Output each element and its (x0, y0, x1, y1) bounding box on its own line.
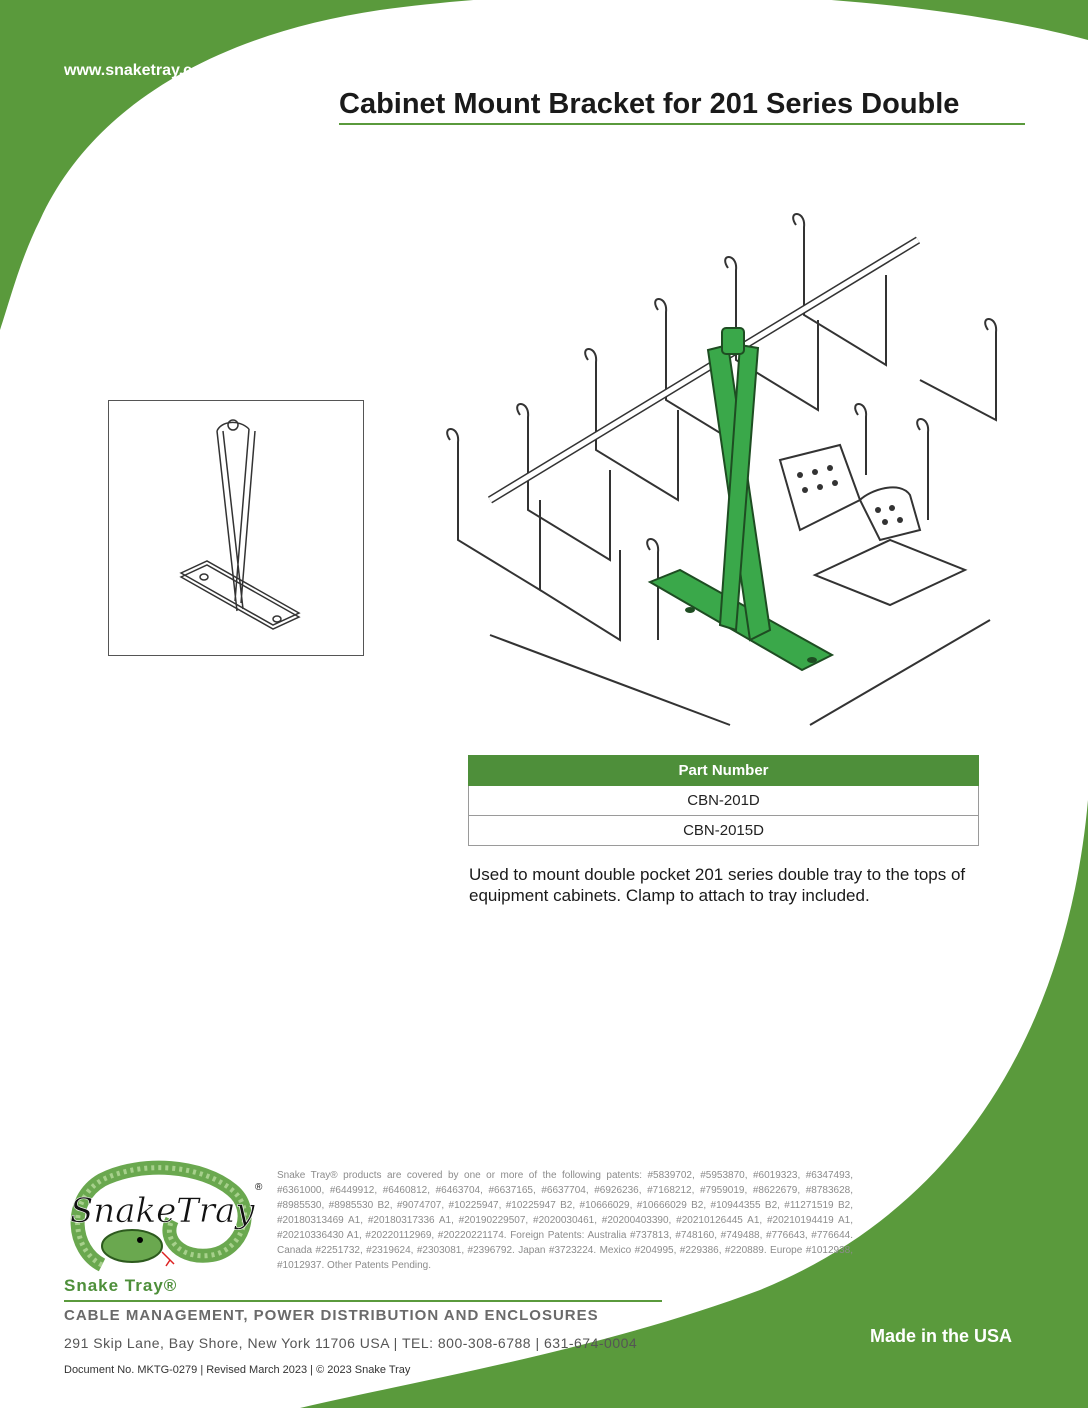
logo-registered-mark: ® (255, 1182, 263, 1193)
product-description: Used to mount double pocket 201 series double tray to the tops of equipment cabinets. Clamp to attach to tray included. (469, 865, 966, 905)
part-number-table (468, 755, 979, 846)
document-info: Document No. MKTG-0279 | Revised March 2023 | © 2023 Snake Tray (64, 1364, 411, 1376)
part-number-header: Part Number (469, 756, 979, 786)
part-number-cell: CBN-201D (469, 786, 979, 816)
table-row (469, 786, 979, 816)
logo-wordmark: SnakeTray (70, 1191, 255, 1231)
brand-tagline: CABLE MANAGEMENT, POWER DISTRIBUTION AND ENCLOSURES (64, 1307, 599, 1324)
snake-tray-logo-icon (62, 1160, 272, 1278)
patents-text: Snake Tray® products are covered by one or more of the following patents: #5839702, #5953870, #6019323, #6347493, #6361000, #6449912, #6460812, #6463704, #6637165, #6637704, #6926236, #7168212, #7959019, #8622679, #8783628, #8985530, #8985530 B2, #9074707, #10225947, #10225947 B2, #10666029, #10666029 B2, #10944355 B2, #11271519 B2, #20180313469 A1, #20180317336 A1, #20190229507, #2020030461, #20200403390, #20210126445 A1, #20210194419 A1, #20210336430 A1, #20220112969, #20220221174. Foreign Patents: Australia #737813, #748160, #749488, #776643, #776644. Canada #2251732, #2319624, #2303081, #2396792. Japan #3723224. Mexico #204995, #229386, #220889. Europe #1012938, #1012937. Other Patents Pending. (277, 1170, 853, 1271)
brand-divider (64, 1300, 662, 1302)
part-number-cell: CBN-2015D (469, 816, 979, 846)
brand-name: Snake Tray® (64, 1276, 178, 1295)
company-address: 291 Skip Lane, Bay Shore, New York 11706 USA | TEL: 800-308-6788 | 631-674-0004 (64, 1335, 638, 1351)
bracket-thumbnail-image (108, 400, 364, 656)
tray-assembly-illustration (440, 210, 1010, 730)
page-title: Cabinet Mount Bracket for 201 Series Double (339, 88, 1025, 125)
website-url[interactable]: www.snaketray.com (64, 62, 217, 79)
made-in-usa: Made in the USA (870, 1326, 1013, 1346)
table-row (469, 816, 979, 846)
